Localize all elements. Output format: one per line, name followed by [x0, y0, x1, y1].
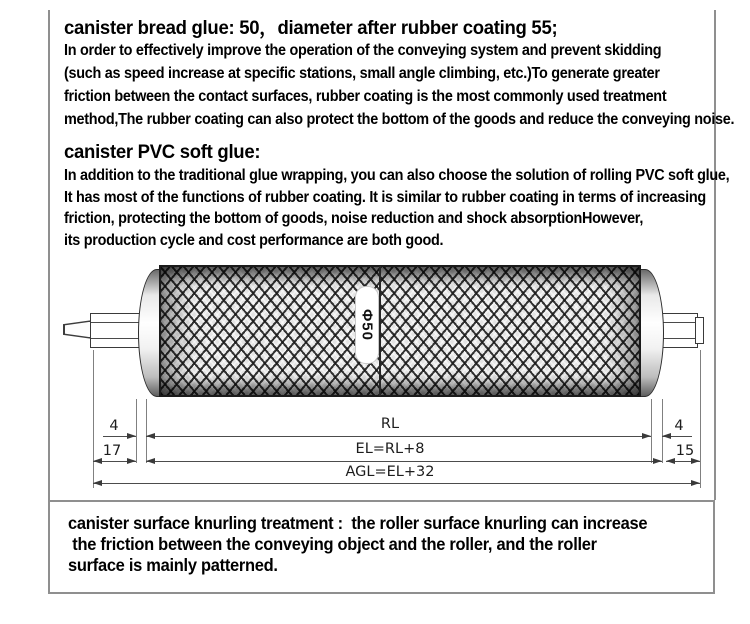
arrowhead-icon: [691, 458, 700, 464]
arrowhead-icon: [93, 458, 102, 464]
arrowhead-icon: [662, 433, 671, 439]
extension-line: [146, 399, 147, 463]
arrowhead-icon: [93, 480, 102, 486]
dimension-line: [146, 461, 662, 462]
paragraph-line: It has most of the functions of rubber coating. It is similar to rubber coating in terms of increasing: [64, 188, 706, 206]
right-axle-shaft: [662, 313, 698, 348]
left-axle-shaft: [90, 313, 140, 348]
diameter-label: Φ50: [358, 309, 376, 341]
note-line: surface is mainly patterned.: [68, 555, 278, 575]
dim-15: 15: [675, 443, 695, 459]
extension-line: [136, 399, 137, 463]
arrowhead-icon: [146, 458, 155, 464]
right-axle-step: [695, 317, 704, 344]
note-line: the friction between the conveying object and the roller, and the roller: [68, 534, 597, 554]
knurling-note-box: [48, 500, 715, 594]
extension-line: [700, 350, 701, 488]
dimension-line: [146, 436, 651, 437]
arrowhead-icon: [146, 433, 155, 439]
dim-el: EL=RL+8: [355, 441, 425, 457]
dim-17: 17: [102, 443, 122, 459]
dim-4-right: 4: [674, 418, 684, 434]
arrowhead-icon: [127, 458, 136, 464]
rubber-coating-heading: canister bread glue: 50，diameter after rubber coating 55;: [64, 17, 558, 39]
roller-center-seam: [379, 266, 381, 396]
dim-rl: RL: [380, 416, 400, 432]
dim-agl: AGL=EL+32: [345, 464, 435, 480]
knurled-roller-body: [159, 265, 641, 397]
pvc-soft-glue-heading: canister PVC soft glue:: [64, 141, 261, 163]
paragraph-line: its production cycle and cost performance are both good.: [64, 231, 444, 249]
arrowhead-icon: [691, 480, 700, 486]
rubber-coating-paragraph: [64, 39, 734, 131]
right-end-cap: [639, 269, 664, 397]
paragraph-line: method,The rubber coating can also protect the bottom of the goods and reduce the conveying noise.: [64, 111, 735, 128]
extension-line: [662, 399, 663, 463]
arrowhead-icon: [653, 458, 662, 464]
knurling-note-text: [68, 513, 647, 576]
pvc-soft-glue-paragraph: [64, 165, 729, 251]
paragraph-line: friction, protecting the bottom of goods, noise reduction and shock absorptionHowever,: [64, 210, 644, 227]
left-axle-tip: [63, 320, 93, 339]
paragraph-line: In order to effectively improve the operation of the conveying system and prevent skidding: [64, 42, 662, 59]
paragraph-line: friction between the contact surfaces, rubber coating is the most commonly used treatment: [64, 88, 667, 105]
dim-4-left: 4: [109, 418, 119, 434]
left-page-rule: [48, 10, 50, 500]
arrowhead-icon: [642, 433, 651, 439]
arrowhead-icon: [127, 433, 136, 439]
note-line: canister surface knurling treatment : the roller surface knurling can increase: [68, 513, 648, 533]
paragraph-line: (such as speed increase at specific stations, small angle climbing, etc.)To generate greater: [64, 65, 660, 82]
diameter-ribbon: [355, 286, 379, 364]
extension-line: [651, 399, 652, 463]
extension-line: [93, 350, 94, 488]
dimension-line: [93, 483, 700, 484]
arrowhead-icon: [666, 458, 675, 464]
paragraph-line: In addition to the traditional glue wrapping, you can also choose the solution of rolling PVC soft glue,: [64, 167, 730, 184]
